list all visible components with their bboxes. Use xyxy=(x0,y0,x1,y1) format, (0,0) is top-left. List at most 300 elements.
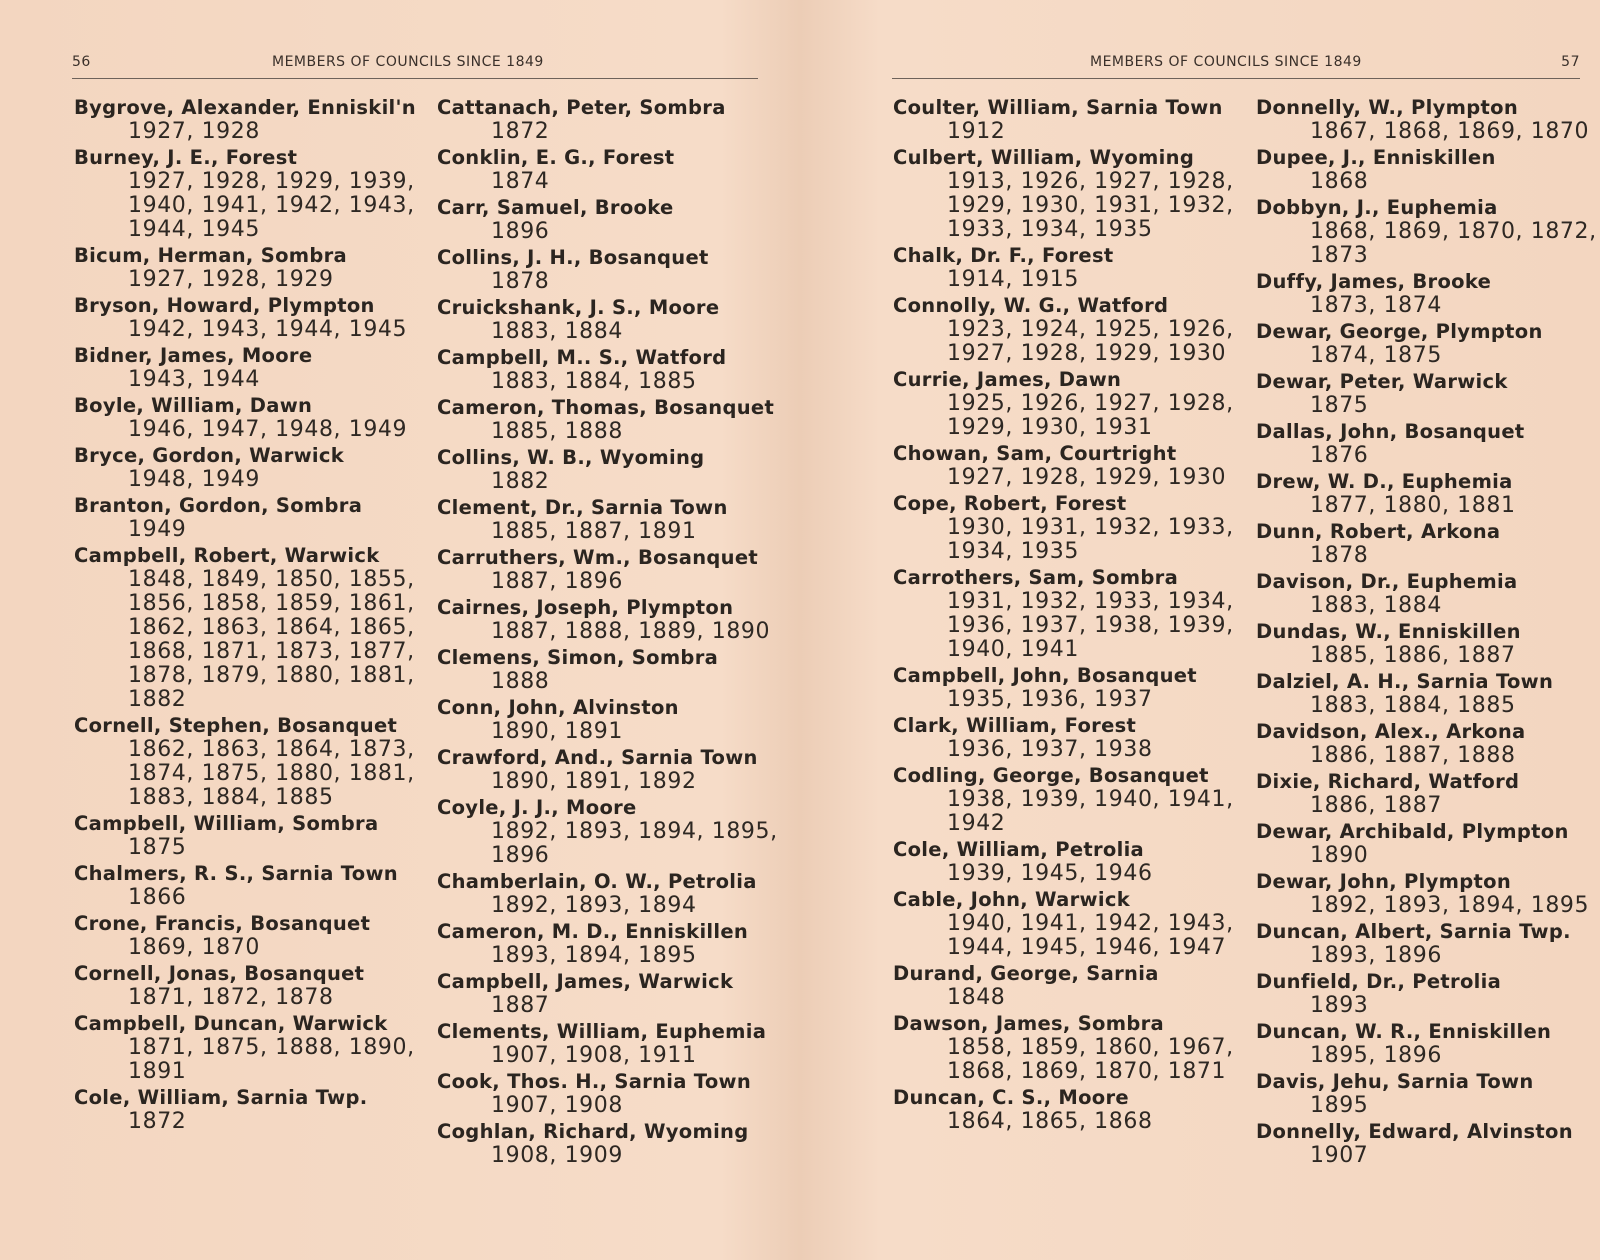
years-line: 1856, 1858, 1859, 1861, xyxy=(128,591,415,616)
member-entry xyxy=(74,862,414,910)
years-line: 1882 xyxy=(128,687,187,712)
member-entry xyxy=(74,912,414,960)
years-line: 1923, 1924, 1925, 1926, xyxy=(947,317,1234,342)
member-name: Davidson, Alex., Arkona xyxy=(1256,720,1526,743)
member-years xyxy=(1256,994,1596,1018)
years-line: 1883, 1884 xyxy=(1310,593,1442,618)
member-years xyxy=(74,738,414,810)
member-years xyxy=(1256,794,1596,818)
member-name: Duncan, Albert, Sarnia Twp. xyxy=(1256,920,1571,943)
member-name: Cole, William, Sarnia Twp. xyxy=(74,1086,368,1109)
member-name: Dalziel, A. H., Sarnia Town xyxy=(1256,670,1554,693)
member-entry xyxy=(893,764,1233,836)
right-page-header xyxy=(892,50,1580,79)
years-line: 1942, 1943, 1944, 1945 xyxy=(128,317,408,342)
member-name: Campbell, M.. S., Watford xyxy=(437,346,727,369)
member-entry xyxy=(437,596,777,644)
member-years xyxy=(893,862,1233,886)
years-line: 1882 xyxy=(491,469,550,494)
years-line: 1864, 1865, 1868 xyxy=(947,1109,1153,1134)
years-line: 1944, 1945 xyxy=(128,217,260,242)
member-entry xyxy=(1256,470,1596,518)
member-name: Drew, W. D., Euphemia xyxy=(1256,470,1513,493)
years-line: 1892, 1893, 1894, 1895, xyxy=(491,819,778,844)
member-years xyxy=(1256,594,1596,618)
member-entry xyxy=(437,1120,777,1168)
member-name: Cameron, M. D., Enniskillen xyxy=(437,920,749,943)
member-entry xyxy=(893,96,1233,144)
member-name: Dallas, John, Bosanquet xyxy=(1256,420,1525,443)
member-name: Bicum, Herman, Sombra xyxy=(74,244,348,267)
years-line: 1927, 1928, 1929, 1930 xyxy=(947,465,1227,490)
member-years xyxy=(74,120,414,144)
member-name: Campbell, James, Warwick xyxy=(437,970,734,993)
member-name: Dewar, Peter, Warwick xyxy=(1256,370,1508,393)
member-name: Crawford, And., Sarnia Town xyxy=(437,746,758,769)
member-entry xyxy=(437,696,777,744)
member-years xyxy=(1256,694,1596,718)
member-entry xyxy=(1256,670,1596,718)
member-name: Clark, William, Forest xyxy=(893,714,1137,737)
years-line: 1862, 1863, 1864, 1873, xyxy=(128,737,415,762)
member-name: Duffy, James, Brooke xyxy=(1256,270,1492,293)
member-name: Durand, George, Sarnia xyxy=(893,962,1159,985)
member-entry xyxy=(1256,420,1596,468)
years-line: 1933, 1934, 1935 xyxy=(947,217,1153,242)
member-entry xyxy=(893,962,1233,1010)
years-line: 1914, 1915 xyxy=(947,267,1079,292)
years-line: 1893 xyxy=(1310,993,1369,1018)
years-line: 1892, 1893, 1894, 1895 xyxy=(1310,893,1590,918)
member-years xyxy=(1256,894,1596,918)
member-entry xyxy=(74,962,414,1010)
left-page-header xyxy=(72,50,758,79)
member-years xyxy=(74,1036,414,1084)
member-name: Campbell, Robert, Warwick xyxy=(74,544,380,567)
years-line: 1887, 1888, 1889, 1890 xyxy=(491,619,771,644)
years-line: 1876 xyxy=(1310,443,1369,468)
years-line: 1885, 1887, 1891 xyxy=(491,519,697,544)
years-line: 1927, 1928 xyxy=(128,119,260,144)
member-entry xyxy=(437,796,777,868)
member-name: Cairnes, Joseph, Plympton xyxy=(437,596,734,619)
years-line: 1893, 1896 xyxy=(1310,943,1442,968)
years-line: 1936, 1937, 1938 xyxy=(947,737,1153,762)
member-years xyxy=(893,170,1233,242)
member-entry xyxy=(437,496,777,544)
years-line: 1848 xyxy=(947,985,1006,1010)
member-years xyxy=(74,170,414,242)
years-line: 1858, 1859, 1860, 1967, xyxy=(947,1035,1234,1060)
member-name: Davison, Dr., Euphemia xyxy=(1256,570,1518,593)
years-line: 1888 xyxy=(491,669,550,694)
member-years xyxy=(437,1044,777,1068)
member-entry xyxy=(1256,820,1596,868)
member-name: Dawson, James, Sombra xyxy=(893,1012,1164,1035)
member-entry xyxy=(893,492,1233,564)
member-entry xyxy=(1256,146,1596,194)
member-name: Dunn, Robert, Arkona xyxy=(1256,520,1501,543)
member-name: Chamberlain, O. W., Petrolia xyxy=(437,870,757,893)
member-years xyxy=(1256,444,1596,468)
member-years xyxy=(437,470,777,494)
member-entry xyxy=(437,1070,777,1118)
years-line: 1940, 1941, 1942, 1943, xyxy=(128,193,415,218)
member-name: Branton, Gordon, Sombra xyxy=(74,494,363,517)
years-line: 1867, 1868, 1869, 1870 xyxy=(1310,119,1590,144)
years-line: 1934, 1935 xyxy=(947,539,1079,564)
member-years xyxy=(893,392,1233,440)
years-line: 1862, 1863, 1864, 1865, xyxy=(128,615,415,640)
member-entry xyxy=(437,870,777,918)
column-1 xyxy=(74,96,414,1136)
years-line: 1890, 1891, 1892 xyxy=(491,769,697,794)
member-name: Coulter, William, Sarnia Town xyxy=(893,96,1223,119)
member-name: Chalk, Dr. F., Forest xyxy=(893,244,1114,267)
member-years xyxy=(437,1094,777,1118)
member-entry xyxy=(1256,970,1596,1018)
years-line: 1877, 1880, 1881 xyxy=(1310,493,1516,518)
member-entry xyxy=(893,714,1233,762)
member-entry xyxy=(437,296,777,344)
years-line: 1908, 1909 xyxy=(491,1143,623,1168)
member-name: Dixie, Richard, Watford xyxy=(1256,770,1520,793)
member-entry xyxy=(437,246,777,294)
years-line: 1942 xyxy=(947,811,1006,836)
member-entry xyxy=(1256,570,1596,618)
member-years xyxy=(437,320,777,344)
years-line: 1912 xyxy=(947,119,1006,144)
member-entry xyxy=(1256,96,1596,144)
years-line: 1868, 1869, 1870, 1871 xyxy=(947,1059,1227,1084)
member-years xyxy=(893,1036,1233,1084)
years-line: 1875 xyxy=(128,835,187,860)
member-years xyxy=(437,944,777,968)
member-entry xyxy=(74,394,414,442)
member-name: Clement, Dr., Sarnia Town xyxy=(437,496,728,519)
member-name: Crone, Francis, Bosanquet xyxy=(74,912,371,935)
member-name: Bryce, Gordon, Warwick xyxy=(74,444,345,467)
member-entry xyxy=(437,970,777,1018)
years-line: 1885, 1886, 1887 xyxy=(1310,643,1516,668)
member-entry xyxy=(437,920,777,968)
years-line: 1883, 1884, 1885 xyxy=(128,785,334,810)
years-line: 1873 xyxy=(1310,243,1369,268)
member-years xyxy=(1256,1094,1596,1118)
years-line: 1878 xyxy=(1310,543,1369,568)
years-line: 1893, 1894, 1895 xyxy=(491,943,697,968)
member-entry xyxy=(1256,870,1596,918)
member-years xyxy=(893,1110,1233,1134)
years-line: 1896 xyxy=(491,843,550,868)
member-years xyxy=(893,912,1233,960)
member-years xyxy=(1256,744,1596,768)
member-entry xyxy=(74,544,414,712)
member-name: Duncan, C. S., Moore xyxy=(893,1086,1129,1109)
years-line: 1886, 1887 xyxy=(1310,793,1442,818)
member-years xyxy=(437,220,777,244)
member-years xyxy=(1256,544,1596,568)
member-name: Campbell, John, Bosanquet xyxy=(893,664,1197,687)
member-years xyxy=(437,720,777,744)
member-entry xyxy=(437,746,777,794)
member-name: Coyle, J. J., Moore xyxy=(437,796,637,819)
member-name: Boyle, William, Dawn xyxy=(74,394,313,417)
member-name: Currie, James, Dawn xyxy=(893,368,1122,391)
member-years xyxy=(1256,1144,1596,1168)
member-name: Culbert, William, Wyoming xyxy=(893,146,1195,169)
member-years xyxy=(437,994,777,1018)
member-years xyxy=(893,516,1233,564)
member-years xyxy=(437,770,777,794)
member-entry xyxy=(893,1012,1233,1084)
member-entry xyxy=(893,368,1233,440)
member-name: Donnelly, W., Plympton xyxy=(1256,96,1519,119)
years-line: 1896 xyxy=(491,219,550,244)
running-header: MEMBERS OF COUNCILS SINCE 1849 xyxy=(1090,54,1362,70)
years-line: 1895 xyxy=(1310,1093,1369,1118)
member-name: Duncan, W. R., Enniskillen xyxy=(1256,1020,1552,1043)
years-line: 1895, 1896 xyxy=(1310,1043,1442,1068)
member-name: Dupee, J., Enniskillen xyxy=(1256,146,1496,169)
right-page xyxy=(800,0,1600,1260)
page-number: 57 xyxy=(1561,54,1580,70)
member-years xyxy=(893,986,1233,1010)
member-entry xyxy=(74,244,414,292)
years-line: 1927, 1928, 1929, 1930 xyxy=(947,341,1227,366)
member-years xyxy=(74,368,414,392)
member-years xyxy=(74,886,414,910)
member-entry xyxy=(437,196,777,244)
member-entry xyxy=(1256,1120,1596,1168)
member-entry xyxy=(893,244,1233,292)
member-years xyxy=(437,1144,777,1168)
member-name: Dewar, Archibald, Plympton xyxy=(1256,820,1569,843)
member-years xyxy=(437,520,777,544)
member-years xyxy=(1256,170,1596,194)
years-line: 1866 xyxy=(128,885,187,910)
member-name: Carrothers, Sam, Sombra xyxy=(893,566,1179,589)
years-line: 1886, 1887, 1888 xyxy=(1310,743,1516,768)
member-name: Cornell, Jonas, Bosanquet xyxy=(74,962,365,985)
years-line: 1874, 1875, 1880, 1881, xyxy=(128,761,415,786)
years-line: 1887 xyxy=(491,993,550,1018)
member-name: Donnelly, Edward, Alvinston xyxy=(1256,1120,1573,1143)
member-name: Campbell, William, Sombra xyxy=(74,812,379,835)
member-years xyxy=(1256,220,1596,268)
member-years xyxy=(437,170,777,194)
member-name: Chowan, Sam, Courtright xyxy=(893,442,1177,465)
member-name: Bryson, Howard, Plympton xyxy=(74,294,375,317)
column-4 xyxy=(1256,96,1596,1170)
member-years xyxy=(74,518,414,542)
years-line: 1935, 1936, 1937 xyxy=(947,687,1153,712)
years-line: 1936, 1937, 1938, 1939, xyxy=(947,613,1234,638)
column-2 xyxy=(437,96,777,1170)
member-name: Cable, John, Warwick xyxy=(893,888,1130,911)
member-name: Burney, J. E., Forest xyxy=(74,146,298,169)
member-entry xyxy=(1256,320,1596,368)
member-years xyxy=(1256,294,1596,318)
member-years xyxy=(893,788,1233,836)
member-entry xyxy=(74,1086,414,1134)
member-years xyxy=(437,420,777,444)
years-line: 1871, 1875, 1888, 1890, xyxy=(128,1035,415,1060)
member-years xyxy=(74,836,414,860)
member-entry xyxy=(893,566,1233,662)
years-line: 1929, 1930, 1931, 1932, xyxy=(947,193,1234,218)
years-line: 1868, 1869, 1870, 1872, xyxy=(1310,219,1597,244)
member-years xyxy=(893,590,1233,662)
member-years xyxy=(1256,344,1596,368)
years-line: 1943, 1944 xyxy=(128,367,260,392)
years-line: 1883, 1884 xyxy=(491,319,623,344)
years-line: 1868, 1871, 1873, 1877, xyxy=(128,639,415,664)
member-name: Conn, John, Alvinston xyxy=(437,696,679,719)
member-years xyxy=(437,120,777,144)
member-entry xyxy=(437,146,777,194)
years-line: 1878 xyxy=(491,269,550,294)
member-name: Conklin, E. G., Forest xyxy=(437,146,675,169)
member-entry xyxy=(74,146,414,242)
member-entry xyxy=(74,444,414,492)
years-line: 1883, 1884, 1885 xyxy=(491,369,697,394)
member-name: Cope, Robert, Forest xyxy=(893,492,1127,515)
years-line: 1948, 1949 xyxy=(128,467,260,492)
member-name: Carruthers, Wm., Bosanquet xyxy=(437,546,758,569)
years-line: 1887, 1896 xyxy=(491,569,623,594)
member-years xyxy=(893,120,1233,144)
member-name: Cattanach, Peter, Sombra xyxy=(437,96,726,119)
years-line: 1939, 1945, 1946 xyxy=(947,861,1153,886)
page-number: 56 xyxy=(72,54,91,70)
member-name: Clemens, Simon, Sombra xyxy=(437,646,719,669)
member-name: Connolly, W. G., Watford xyxy=(893,294,1169,317)
member-years xyxy=(1256,494,1596,518)
member-years xyxy=(437,620,777,644)
member-name: Dundas, W., Enniskillen xyxy=(1256,620,1521,643)
years-line: 1930, 1931, 1932, 1933, xyxy=(947,515,1234,540)
member-entry xyxy=(1256,620,1596,668)
years-line: 1885, 1888 xyxy=(491,419,623,444)
years-line: 1875 xyxy=(1310,393,1369,418)
member-entry xyxy=(74,294,414,342)
member-name: Cornell, Stephen, Bosanquet xyxy=(74,714,398,737)
years-line: 1874 xyxy=(491,169,550,194)
member-years xyxy=(437,820,777,868)
member-entry xyxy=(437,646,777,694)
member-years xyxy=(74,1110,414,1134)
member-years xyxy=(893,466,1233,490)
member-years xyxy=(893,688,1233,712)
years-line: 1946, 1947, 1948, 1949 xyxy=(128,417,408,442)
member-entry xyxy=(1256,196,1596,268)
member-years xyxy=(437,570,777,594)
years-line: 1949 xyxy=(128,517,187,542)
member-name: Collins, W. B., Wyoming xyxy=(437,446,705,469)
years-line: 1868 xyxy=(1310,169,1369,194)
years-line: 1890, 1891 xyxy=(491,719,623,744)
member-years xyxy=(893,268,1233,292)
member-name: Cook, Thos. H., Sarnia Town xyxy=(437,1070,752,1093)
member-years xyxy=(437,670,777,694)
member-years xyxy=(437,270,777,294)
member-name: Dobbyn, J., Euphemia xyxy=(1256,196,1498,219)
years-line: 1938, 1939, 1940, 1941, xyxy=(947,787,1234,812)
years-line: 1891 xyxy=(128,1059,187,1084)
member-years xyxy=(893,318,1233,366)
member-name: Clements, William, Euphemia xyxy=(437,1020,767,1043)
member-name: Dewar, John, Plympton xyxy=(1256,870,1512,893)
member-name: Cruickshank, J. S., Moore xyxy=(437,296,720,319)
member-years xyxy=(74,468,414,492)
member-entry xyxy=(1256,520,1596,568)
years-line: 1883, 1884, 1885 xyxy=(1310,693,1516,718)
member-name: Chalmers, R. S., Sarnia Town xyxy=(74,862,398,885)
member-name: Coghlan, Richard, Wyoming xyxy=(437,1120,749,1143)
years-line: 1927, 1928, 1929 xyxy=(128,267,334,292)
years-line: 1848, 1849, 1850, 1855, xyxy=(128,567,415,592)
member-years xyxy=(1256,844,1596,868)
member-entry xyxy=(893,1086,1233,1134)
member-years xyxy=(1256,944,1596,968)
member-years xyxy=(74,568,414,712)
member-entry xyxy=(437,396,777,444)
years-line: 1929, 1930, 1931 xyxy=(947,415,1153,440)
member-name: Campbell, Duncan, Warwick xyxy=(74,1012,388,1035)
member-entry xyxy=(74,1012,414,1084)
member-entry xyxy=(1256,770,1596,818)
member-name: Cameron, Thomas, Bosanquet xyxy=(437,396,775,419)
years-line: 1927, 1928, 1929, 1939, xyxy=(128,169,415,194)
member-years xyxy=(74,936,414,960)
member-entry xyxy=(74,96,414,144)
years-line: 1931, 1932, 1933, 1934, xyxy=(947,589,1234,614)
member-entry xyxy=(893,888,1233,960)
member-name: Bidner, James, Moore xyxy=(74,344,313,367)
member-years xyxy=(74,986,414,1010)
member-entry xyxy=(1256,270,1596,318)
member-entry xyxy=(437,346,777,394)
years-line: 1913, 1926, 1927, 1928, xyxy=(947,169,1234,194)
member-years xyxy=(893,738,1233,762)
member-entry xyxy=(437,96,777,144)
years-line: 1872 xyxy=(128,1109,187,1134)
years-line: 1869, 1870 xyxy=(128,935,260,960)
column-3 xyxy=(893,96,1233,1136)
years-line: 1892, 1893, 1894 xyxy=(491,893,697,918)
member-years xyxy=(1256,1044,1596,1068)
member-entry xyxy=(893,664,1233,712)
years-line: 1907 xyxy=(1310,1143,1369,1168)
member-name: Carr, Samuel, Brooke xyxy=(437,196,674,219)
member-name: Bygrove, Alexander, Enniskil'n xyxy=(74,96,416,119)
member-entry xyxy=(437,446,777,494)
member-years xyxy=(1256,120,1596,144)
years-line: 1874, 1875 xyxy=(1310,343,1442,368)
years-line: 1878, 1879, 1880, 1881, xyxy=(128,663,415,688)
member-entry xyxy=(74,714,414,810)
years-line: 1940, 1941, 1942, 1943, xyxy=(947,911,1234,936)
years-line: 1871, 1872, 1878 xyxy=(128,985,334,1010)
member-years xyxy=(437,894,777,918)
member-years xyxy=(437,370,777,394)
member-years xyxy=(74,418,414,442)
member-entry xyxy=(893,838,1233,886)
member-entry xyxy=(893,294,1233,366)
member-entry xyxy=(74,344,414,392)
years-line: 1873, 1874 xyxy=(1310,293,1442,318)
